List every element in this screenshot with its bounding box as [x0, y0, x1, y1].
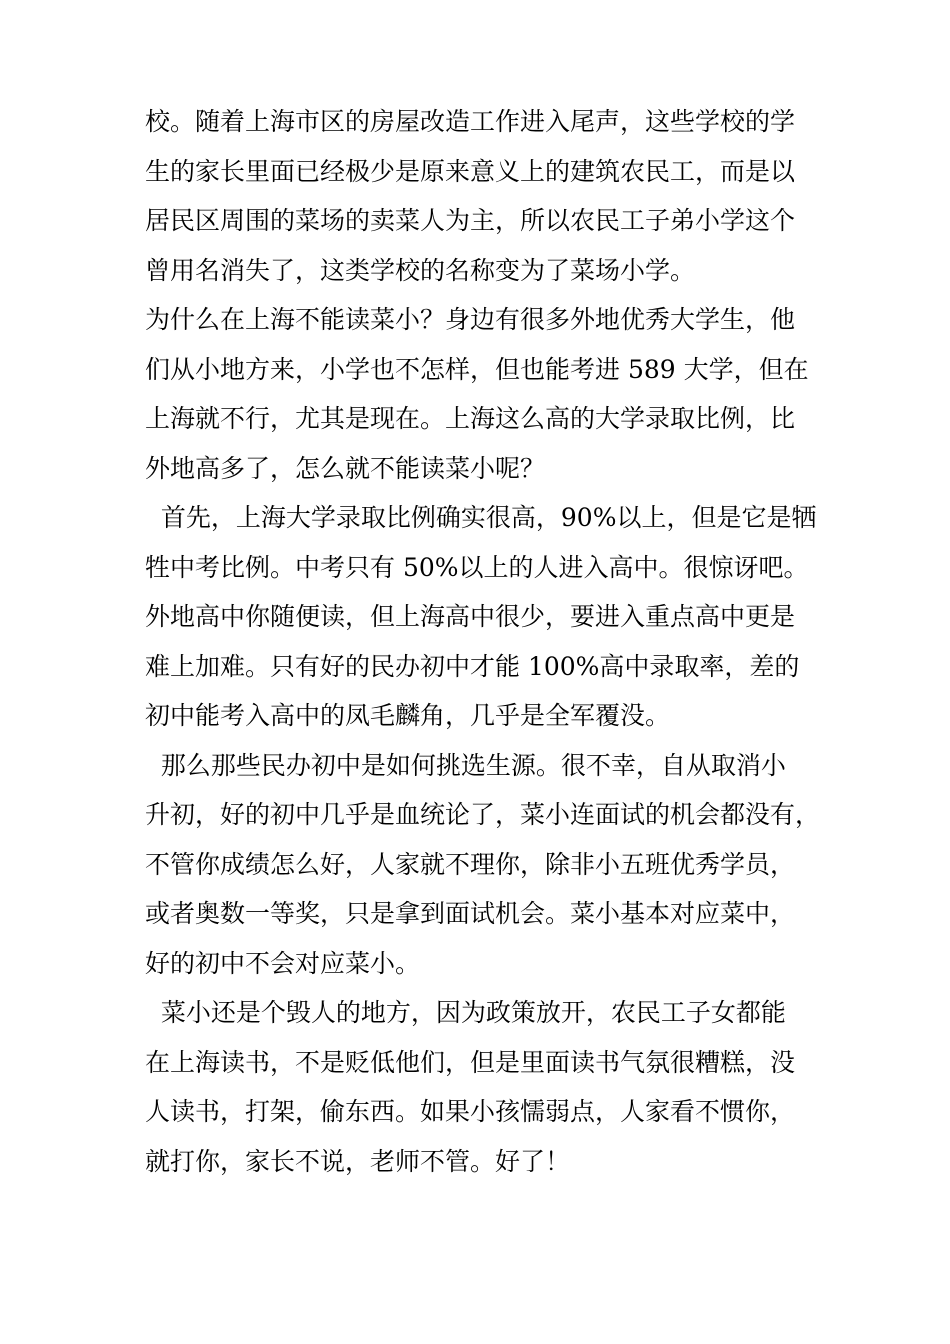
body-text — [145, 97, 821, 1186]
text-line: 难上加难。只有好的民办初中才能 100%高中录取率，差的 — [145, 651, 800, 681]
text-line: 们从小地方来，小学也不怎样，但也能考进 589 大学，但在 — [145, 354, 809, 384]
text-line: 或者奥数一等奖，只是拿到面试机会。菜小基本对应菜中， — [145, 899, 796, 928]
text-line: 居民区周围的菜场的卖菜人为主，所以农民工子弟小学这个 — [145, 206, 796, 235]
text-line: 生的家长里面已经极少是原来意义上的建筑农民工，而是以 — [145, 156, 796, 186]
text-line: 那么那些民办初中是如何挑选生源。很不幸，自从取消小 — [145, 750, 786, 780]
text-line: 就打你，家长不说，老师不管。好了！ — [145, 1146, 571, 1176]
text-line: 为什么在上海不能读菜小？身边有很多外地优秀大学生，他 — [145, 305, 796, 334]
text-line: 曾用名消失了，这类学校的名称变为了菜场小学。 — [145, 255, 696, 285]
text-line: 菜小还是个毁人的地方，因为政策放开，农民工子女都能 — [145, 998, 786, 1027]
text-line: 初中能考入高中的凤毛麟角，几乎是全军覆没。 — [145, 701, 671, 730]
text-line: 首先，上海大学录取比例确实很高，90%以上，但是它是牺 — [145, 503, 817, 532]
text-line: 升初，好的初中几乎是血统论了，菜小连面试的机会都没有， — [145, 800, 821, 829]
text-line: 牲中考比例。中考只有 50%以上的人进入高中。很惊讶吧。 — [145, 552, 809, 582]
text-line: 好的初中不会对应菜小。 — [145, 948, 421, 978]
text-line: 人读书，打架，偷东西。如果小孩懦弱点，人家看不惯你， — [145, 1097, 796, 1126]
text-line: 不管你成绩怎么好，人家就不理你，除非小五班优秀学员， — [145, 849, 796, 879]
text-line: 在上海读书，不是贬低他们，但是里面读书气氛很糟糕，没 — [145, 1047, 796, 1077]
text-line: 上海就不行，尤其是现在。上海这么高的大学录取比例，比 — [145, 404, 796, 433]
text-line: 校。随着上海市区的房屋改造工作进入尾声，这些学校的学 — [145, 107, 796, 136]
text-line: 外地高多了，怎么就不能读菜小呢？ — [145, 453, 546, 483]
text-line: 外地高中你随便读，但上海高中很少，要进入重点高中更是 — [145, 602, 796, 631]
